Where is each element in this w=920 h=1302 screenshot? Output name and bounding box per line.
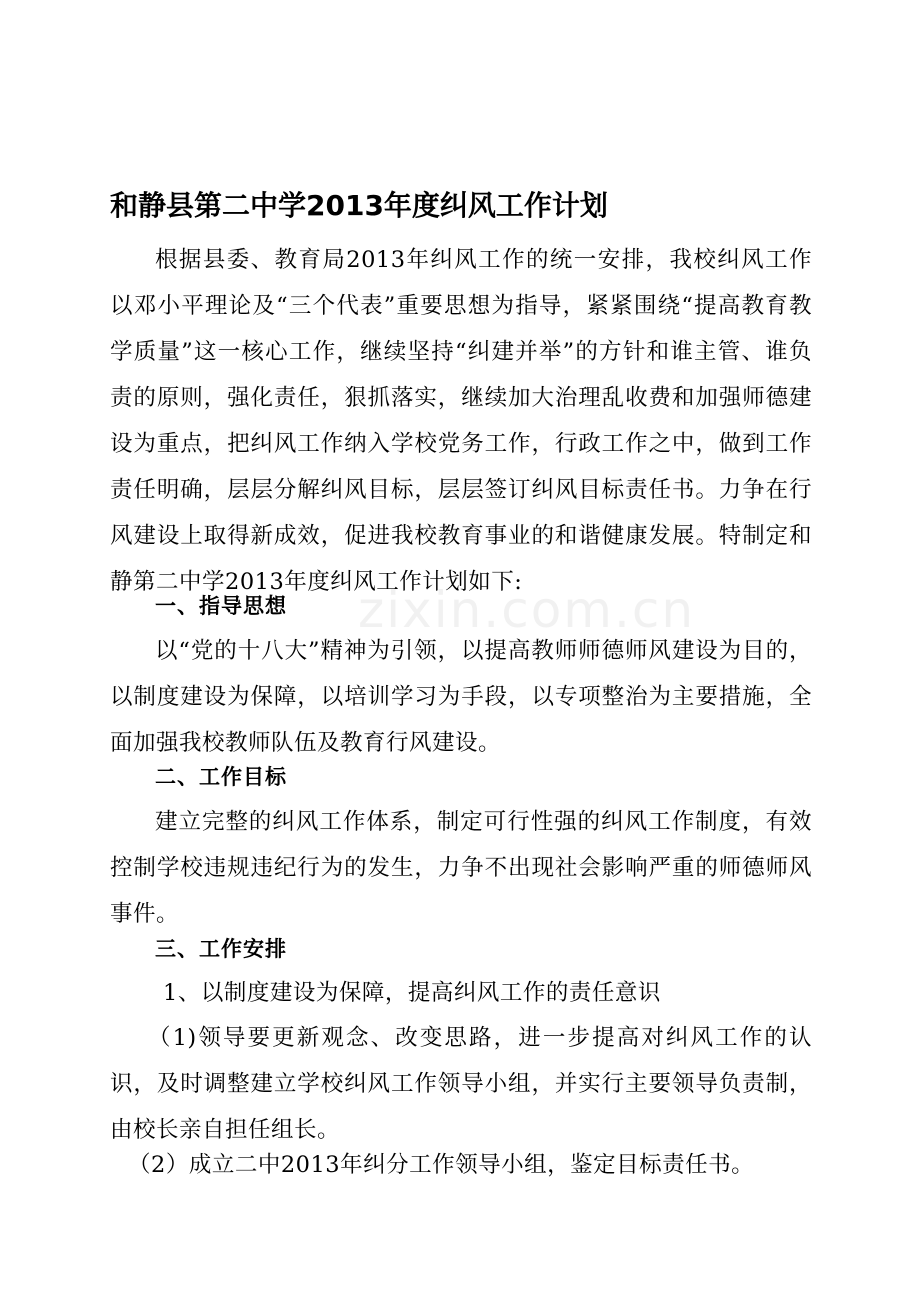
arrangement-item-1-1: （1)领导要更新观念、改变思路，进一步提高对纠风工作的认识，及时调整建立学校纠风工作领导小组，并实行主要领导负责制，由校长亲自担任组长。 — [110, 1025, 812, 1143]
work-goals-paragraph: 建立完整的纠风工作体系，制定可行性强的纠风工作制度，有效控制学校违规违纪行为的发生，力争不出现社会影响严重的师德师风事件。 — [110, 809, 812, 927]
watermark: zixin.com.cn — [358, 581, 696, 639]
guiding-ideology-paragraph: 以“党的十八大”精神为引领，以提高教师师德师风建设为目的，以制度建设为保障，以培训学习为手段，以专项整治为主要措施，全面加强我校教师队伍及教育行风建设。 — [110, 638, 812, 756]
arrangement-item-1-2: （2）成立二中2013年纠分工作领导小组，鉴定目标责任书。 — [128, 1152, 755, 1178]
arrangement-item-1: 1、以制度建设为保障，提高纠风工作的责任意识 — [163, 980, 661, 1006]
section-heading-work-arrangement: 三、工作安排 — [155, 937, 287, 961]
section-heading-guiding-ideology: 一、指导思想 — [155, 594, 287, 618]
section-heading-work-goals: 二、工作目标 — [155, 765, 287, 789]
document-title: 和静县第二中学2013年度纠风工作计划 — [110, 189, 608, 222]
intro-paragraph: 根据县委、教育局2013年纠风工作的统一安排，我校纠风工作以邓小平理论及“三个代表”重要思想为指导，紧紧围绕“提高教育教学质量”这一核心工作，继续坚持“纠建并举”的方针和谁主管、谁负责的原则，强化责任，狠抓落实，继续加大治理乱收费和加强师德建设为重点，把纠风工作纳入学校党务工作，行政工作之中，做到工作责任明确，层层分解纠风目标，层层签订纠风目标责任书。力争在行风建设上取得新成效，促进我校教育事业的和谐健康发展。特制定和静第二中学2013年度纠风工作计划如下: — [110, 247, 812, 595]
